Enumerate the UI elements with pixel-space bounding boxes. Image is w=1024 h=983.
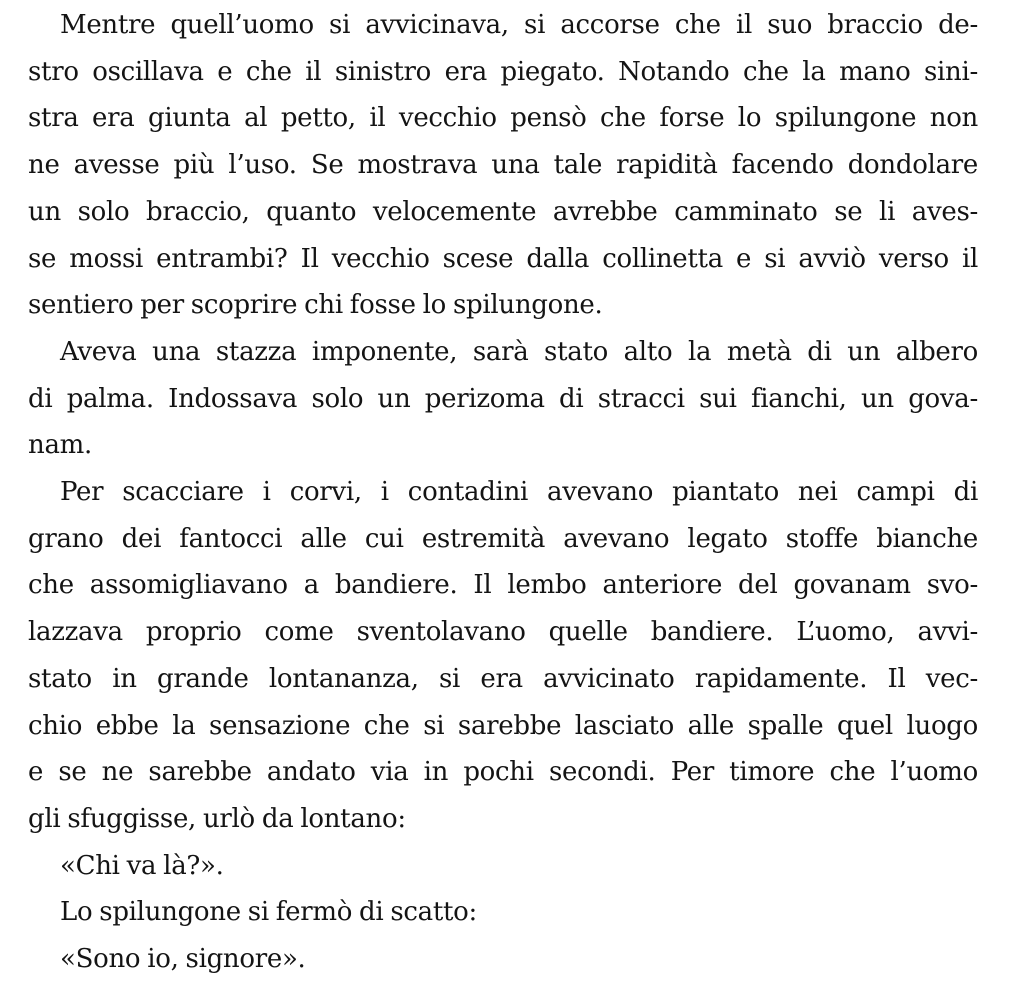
text-line: chio ebbe la sensazione che si sarebbe lasciato alle spalle quel luogo	[28, 710, 978, 741]
text-line: stato in grande lontananza, si era avvicinato rapidamente. Il vec-	[28, 663, 978, 694]
dialogue-answer	[28, 936, 978, 983]
paragraph-3	[28, 469, 978, 843]
text-line: Lo spilungone si fermò di scatto:	[60, 897, 477, 928]
text-line: «Sono io, signore».	[60, 944, 306, 975]
text-line: un solo braccio, quanto velocemente avrebbe camminato se li aves-	[28, 196, 978, 227]
text-line: che assomigliavano a bandiere. Il lembo anteriore del govanam svo-	[28, 570, 978, 601]
text-line: ne avesse più l’uso. Se mostrava una tale rapidità facendo dondolare	[28, 150, 978, 181]
text-line: «Chi va là?».	[60, 850, 224, 881]
text-line: lazzava proprio come sventolavano quelle bandiere. L’uomo, avvi-	[28, 617, 978, 648]
narration-line	[28, 889, 978, 936]
paragraph-2	[28, 329, 978, 469]
text-line: Per scacciare i corvi, i contadini avevano piantato nei campi di	[60, 477, 978, 508]
text-line: sentiero per scoprire chi fosse lo spilungone.	[28, 290, 603, 321]
text-line: Aveva una stazza imponente, sarà stato alto la metà di un albero	[60, 336, 978, 367]
text-line: Mentre quell’uomo si avvicinava, si accorse che il suo braccio de-	[60, 10, 978, 40]
text-line: nam.	[28, 430, 92, 461]
text-line: se mossi entrambi? Il vecchio scese dalla collinetta e si avviò verso il	[28, 243, 978, 274]
text-line: di palma. Indossava solo un perizoma di stracci sui fianchi, un gova-	[28, 383, 978, 414]
text-line: stra era giunta al petto, il vecchio pensò che forse lo spilungone non	[28, 103, 978, 134]
text-line: gli sfuggisse, urlò da lontano:	[28, 803, 406, 834]
dialogue-question	[28, 843, 978, 890]
text-line: stro oscillava e che il sinistro era piegato. Notando che la mano sini-	[28, 56, 978, 87]
paragraph-1	[28, 2, 978, 329]
text-line: grano dei fantocci alle cui estremità avevano legato stoffe bianche	[28, 523, 978, 554]
text-line: e se ne sarebbe andato via in pochi secondi. Per timore che l’uomo	[28, 757, 978, 788]
